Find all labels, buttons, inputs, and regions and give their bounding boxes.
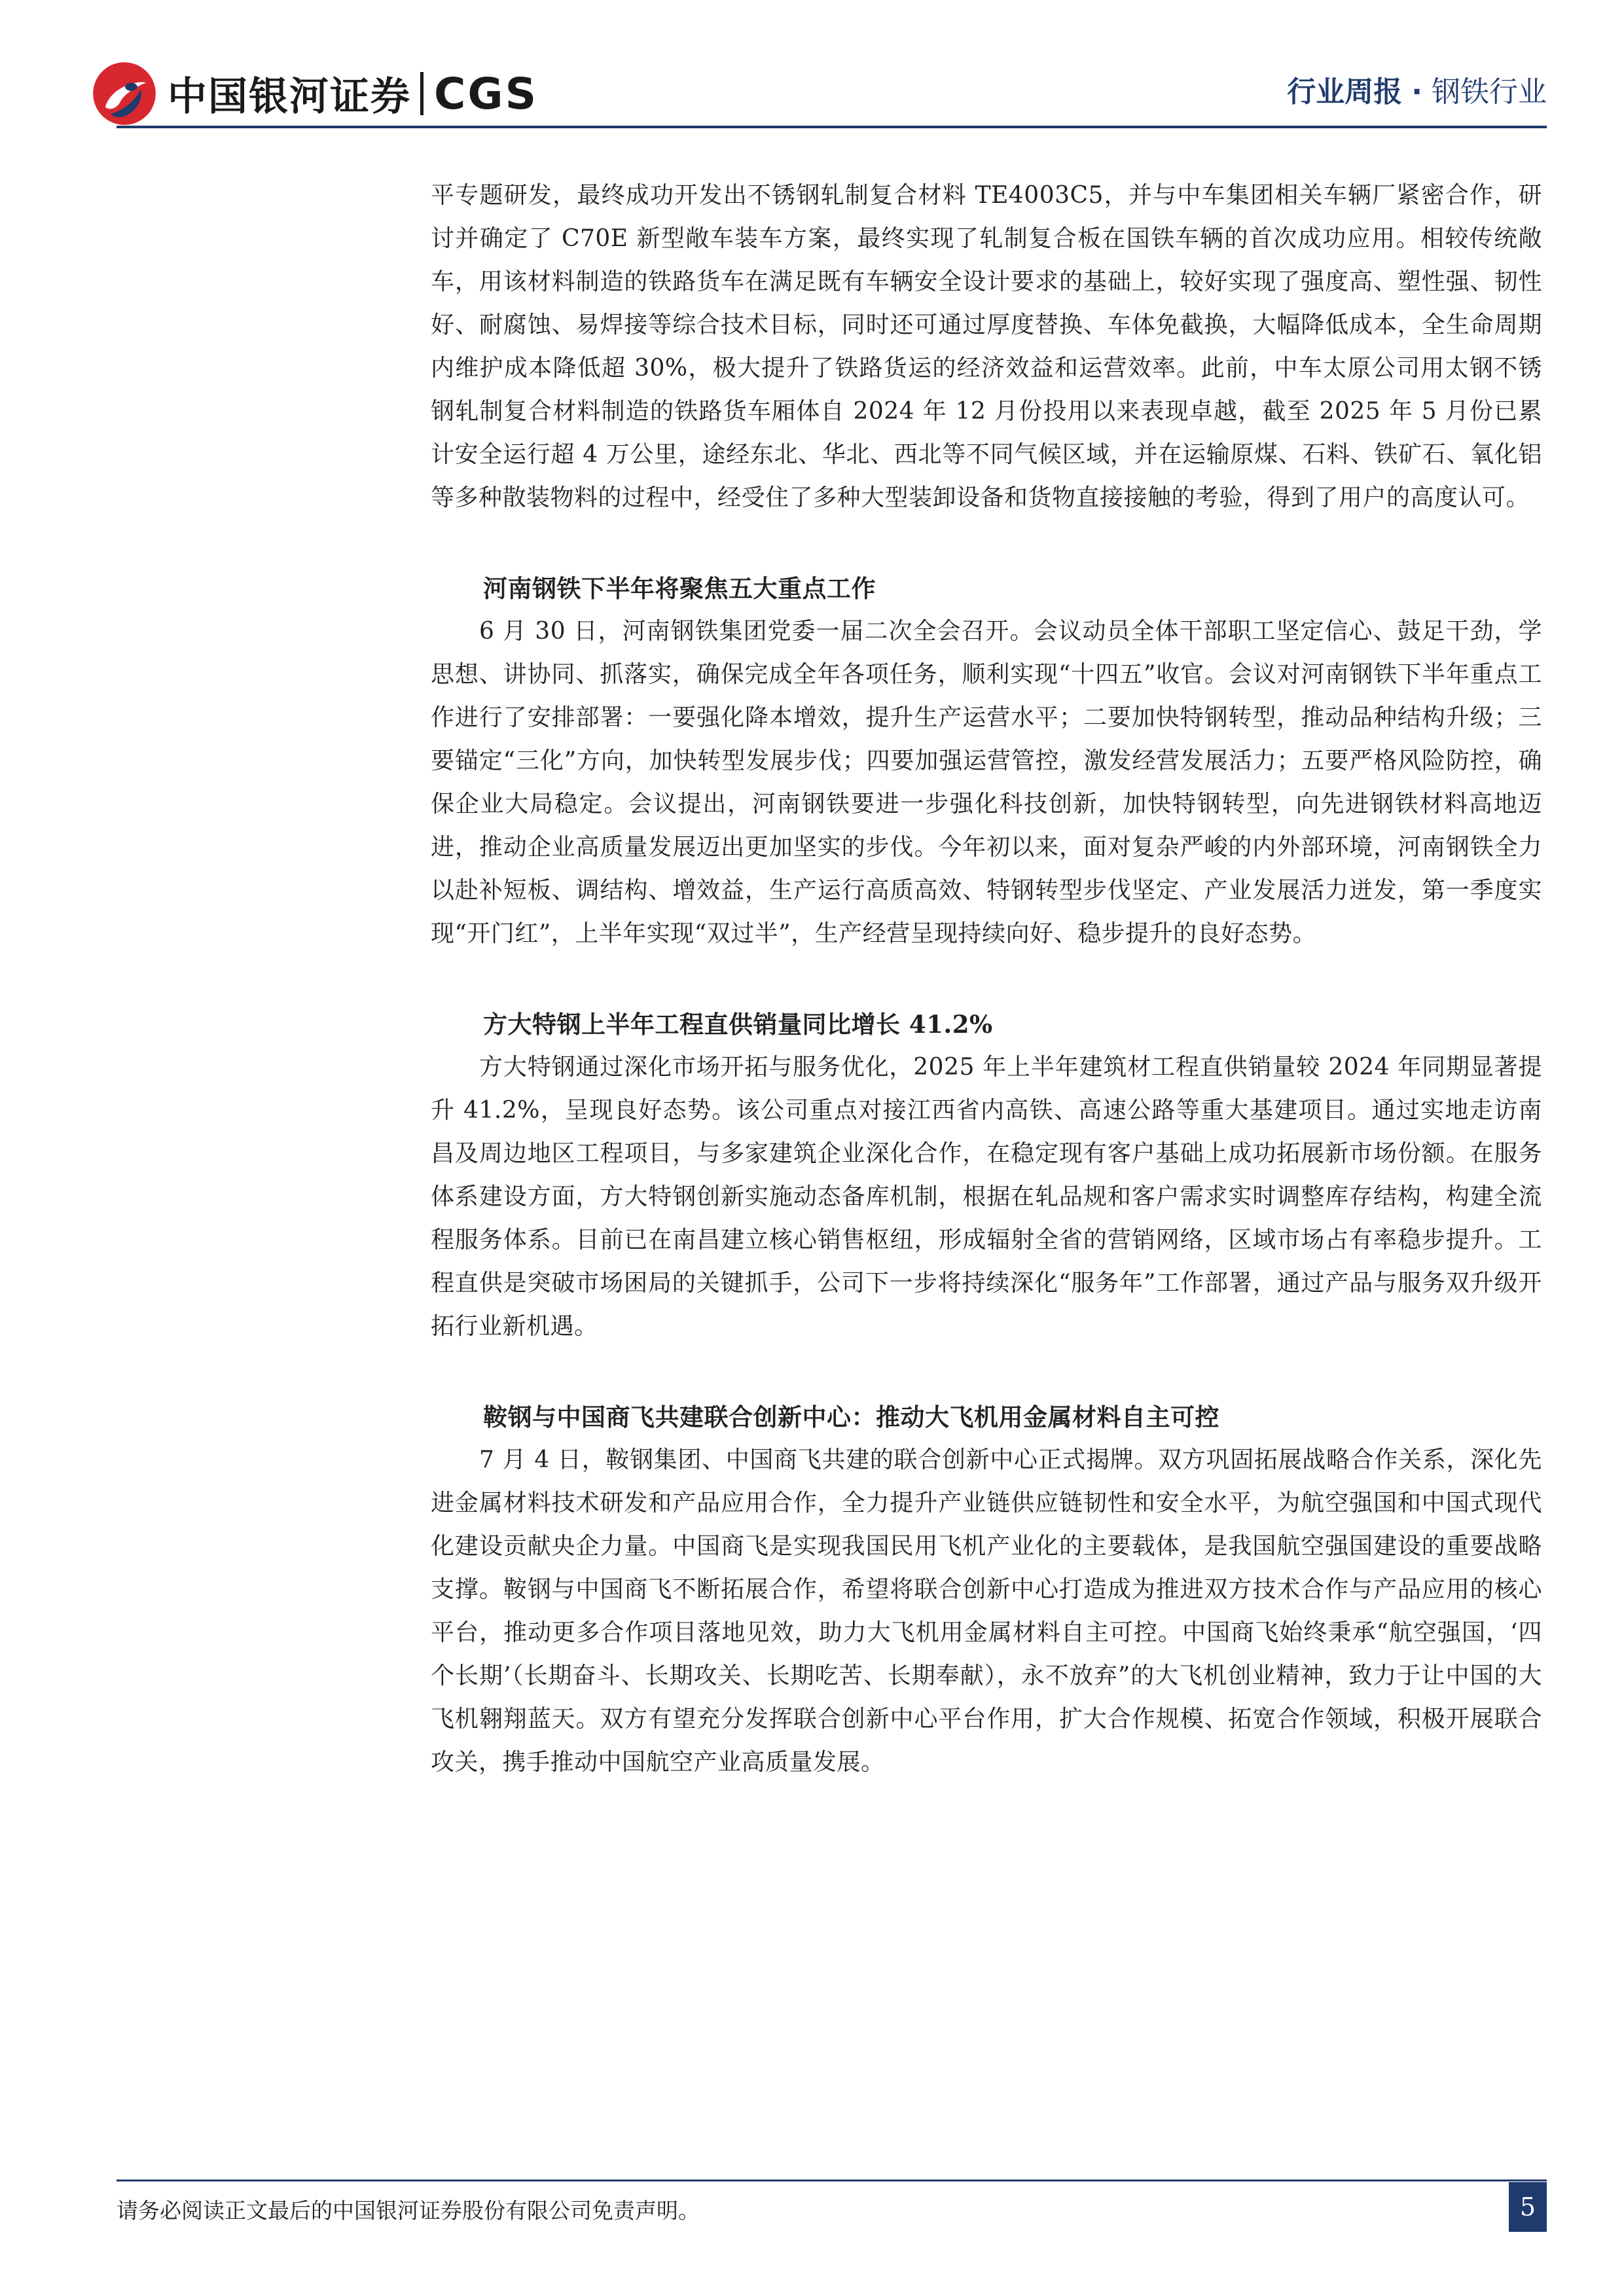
main-content	[431, 174, 1542, 1784]
galaxy-logo-icon	[90, 60, 158, 128]
industry-name: 钢铁行业	[1432, 75, 1547, 109]
footer-divider-line	[117, 2179, 1547, 2181]
section-title-fangda-steel: 方大特钢上半年工程直供销量同比增长 41.2%	[483, 1010, 993, 1039]
page-header	[0, 0, 1624, 131]
logo-english-text: CGS	[434, 68, 539, 119]
section-body-ansteel-comac: 7 月 4 日，鞍钢集团、中国商飞共建的联合创新中心正式揭牌。双方巩固拓展战略合作关系，深化先进金属材料技术研发和产品应用合作，全力提升产业链供应链韧性和安全水平，为航空强国和中国式现代化建设贡献央企力量。中国商飞是实现我国民用飞机产业化的主要载体，是我国航空强国建设的重要战略支撑。鞍钢与中国商飞不断拓展合作，希望将联合创新中心打造成为推进双方技术合作与产品应用的核心平台，推动更多合作项目落地见效，助力大飞机用金属材料自主可控。中国商飞始终秉承“航空强国，‘四个长期’（长期奋斗、长期攻关、长期吃苦、长期奉献），永不放弃”的大飞机创业精神，致力于让中国的大飞机翱翔蓝天。双方有望充分发挥联合创新中心平台作用，扩大合作规模、拓宽合作领域，积极开展联合攻关，携手推动中国航空产业高质量发展。	[431, 1446, 1542, 1776]
footer-disclaimer: 请务必阅读正文最后的中国银河证券股份有限公司免责声明。	[117, 2198, 700, 2223]
section-body-henan-steel: 6 月 30 日，河南钢铁集团党委一届二次全会召开。会议动员全体干部职工坚定信心、鼓足干劲，学思想、讲协同、抓落实，确保完成全年各项任务，顺利实现“十四五”收官。会议对河南钢铁下半年重点工作进行了安排部署：一要强化降本增效，提升生产运营水平；二要加快特钢转型，推动品种结构升级；三要锚定“三化”方向，加快转型发展步伐；四要加强运营管控，激发经营发展活力；五要严格风险防控，确保企业大局稳定。会议提出，河南钢铁要进一步强化科技创新，加快特钢转型，向先进钢铁材料高地迈进，推动企业高质量发展迈出更加坚实的步伐。今年初以来，面对复杂严峻的内外部环境，河南钢铁全力以赴补短板、调结构、增效益，生产运行高质高效、特钢转型步伐坚定、产业发展活力迸发，第一季度实现“开门红”，上半年实现“双过半”，生产经营呈现持续向好、稳步提升的良好态势。	[431, 618, 1542, 947]
logo-divider	[420, 72, 424, 115]
section-title-henan-steel: 河南钢铁下半年将聚焦五大重点工作	[483, 574, 876, 603]
company-logo	[90, 58, 538, 130]
page-number: 5	[1509, 2182, 1547, 2232]
header-separator: ·	[1411, 75, 1422, 109]
header-divider-line	[117, 126, 1547, 128]
report-type: 行业周报	[1287, 75, 1403, 109]
section-title-ansteel-comac: 鞍钢与中国商飞共建联合创新中心：推动大飞机用金属材料自主可控	[483, 1403, 1219, 1431]
header-report-info	[1287, 68, 1547, 110]
section-body-fangda-steel: 方大特钢通过深化市场开拓与服务优化，2025 年上半年建筑材工程直供销量较 2024 年同期显著提升 41.2%，呈现良好态势。该公司重点对接江西省内高铁、高速公路等重大基建项目。通过实地走访南昌及周边地区工程项目，与多家建筑企业深化合作，在稳定现有客户基础上成功拓展新市场份额。在服务体系建设方面，方大特钢创新实施动态备库机制，根据在轧品规和客户需求实时调整库存结构，构建全流程服务体系。目前已在南昌建立核心销售枢纽，形成辐射全省的营销网络，区域市场占有率稳步提升。工程直供是突破市场困局的关键抓手，公司下一步将持续深化“服务年”工作部署，通过产品与服务双升级开拓行业新机遇。	[431, 1054, 1542, 1340]
logo-chinese-text: 中国银河证券	[168, 74, 411, 120]
continued-paragraph: 平专题研发，最终成功开发出不锈钢轧制复合材料 TE4003C5，并与中车集团相关车辆厂紧密合作，研讨并确定了 C70E 新型敞车装车方案，最终实现了轧制复合板在国铁车辆的首次成功应用。相较传统敞车，用该材料制造的铁路货车在满足既有车辆安全设计要求的基础上，较好实现了强度高、塑性强、韧性好、耐腐蚀、易焊接等综合技术目标，同时还可通过厚度替换、车体免截换，大幅降低成本，全生命周期内维护成本降低超 30%，极大提升了铁路货运的经济效益和运营效率。此前，中车太原公司用太钢不锈钢轧制复合材料制造的铁路货车厢体自 2024 年 12 月份投用以来表现卓越，截至 2025 年 5 月份已累计安全运行超 4 万公里，途经东北、华北、西北等不同气候区域，并在运输原煤、石料、铁矿石、氧化铝等多种散装物料的过程中，经受住了多种大型装卸设备和货物直接接触的考验，得到了用户的高度认可。	[431, 182, 1542, 511]
